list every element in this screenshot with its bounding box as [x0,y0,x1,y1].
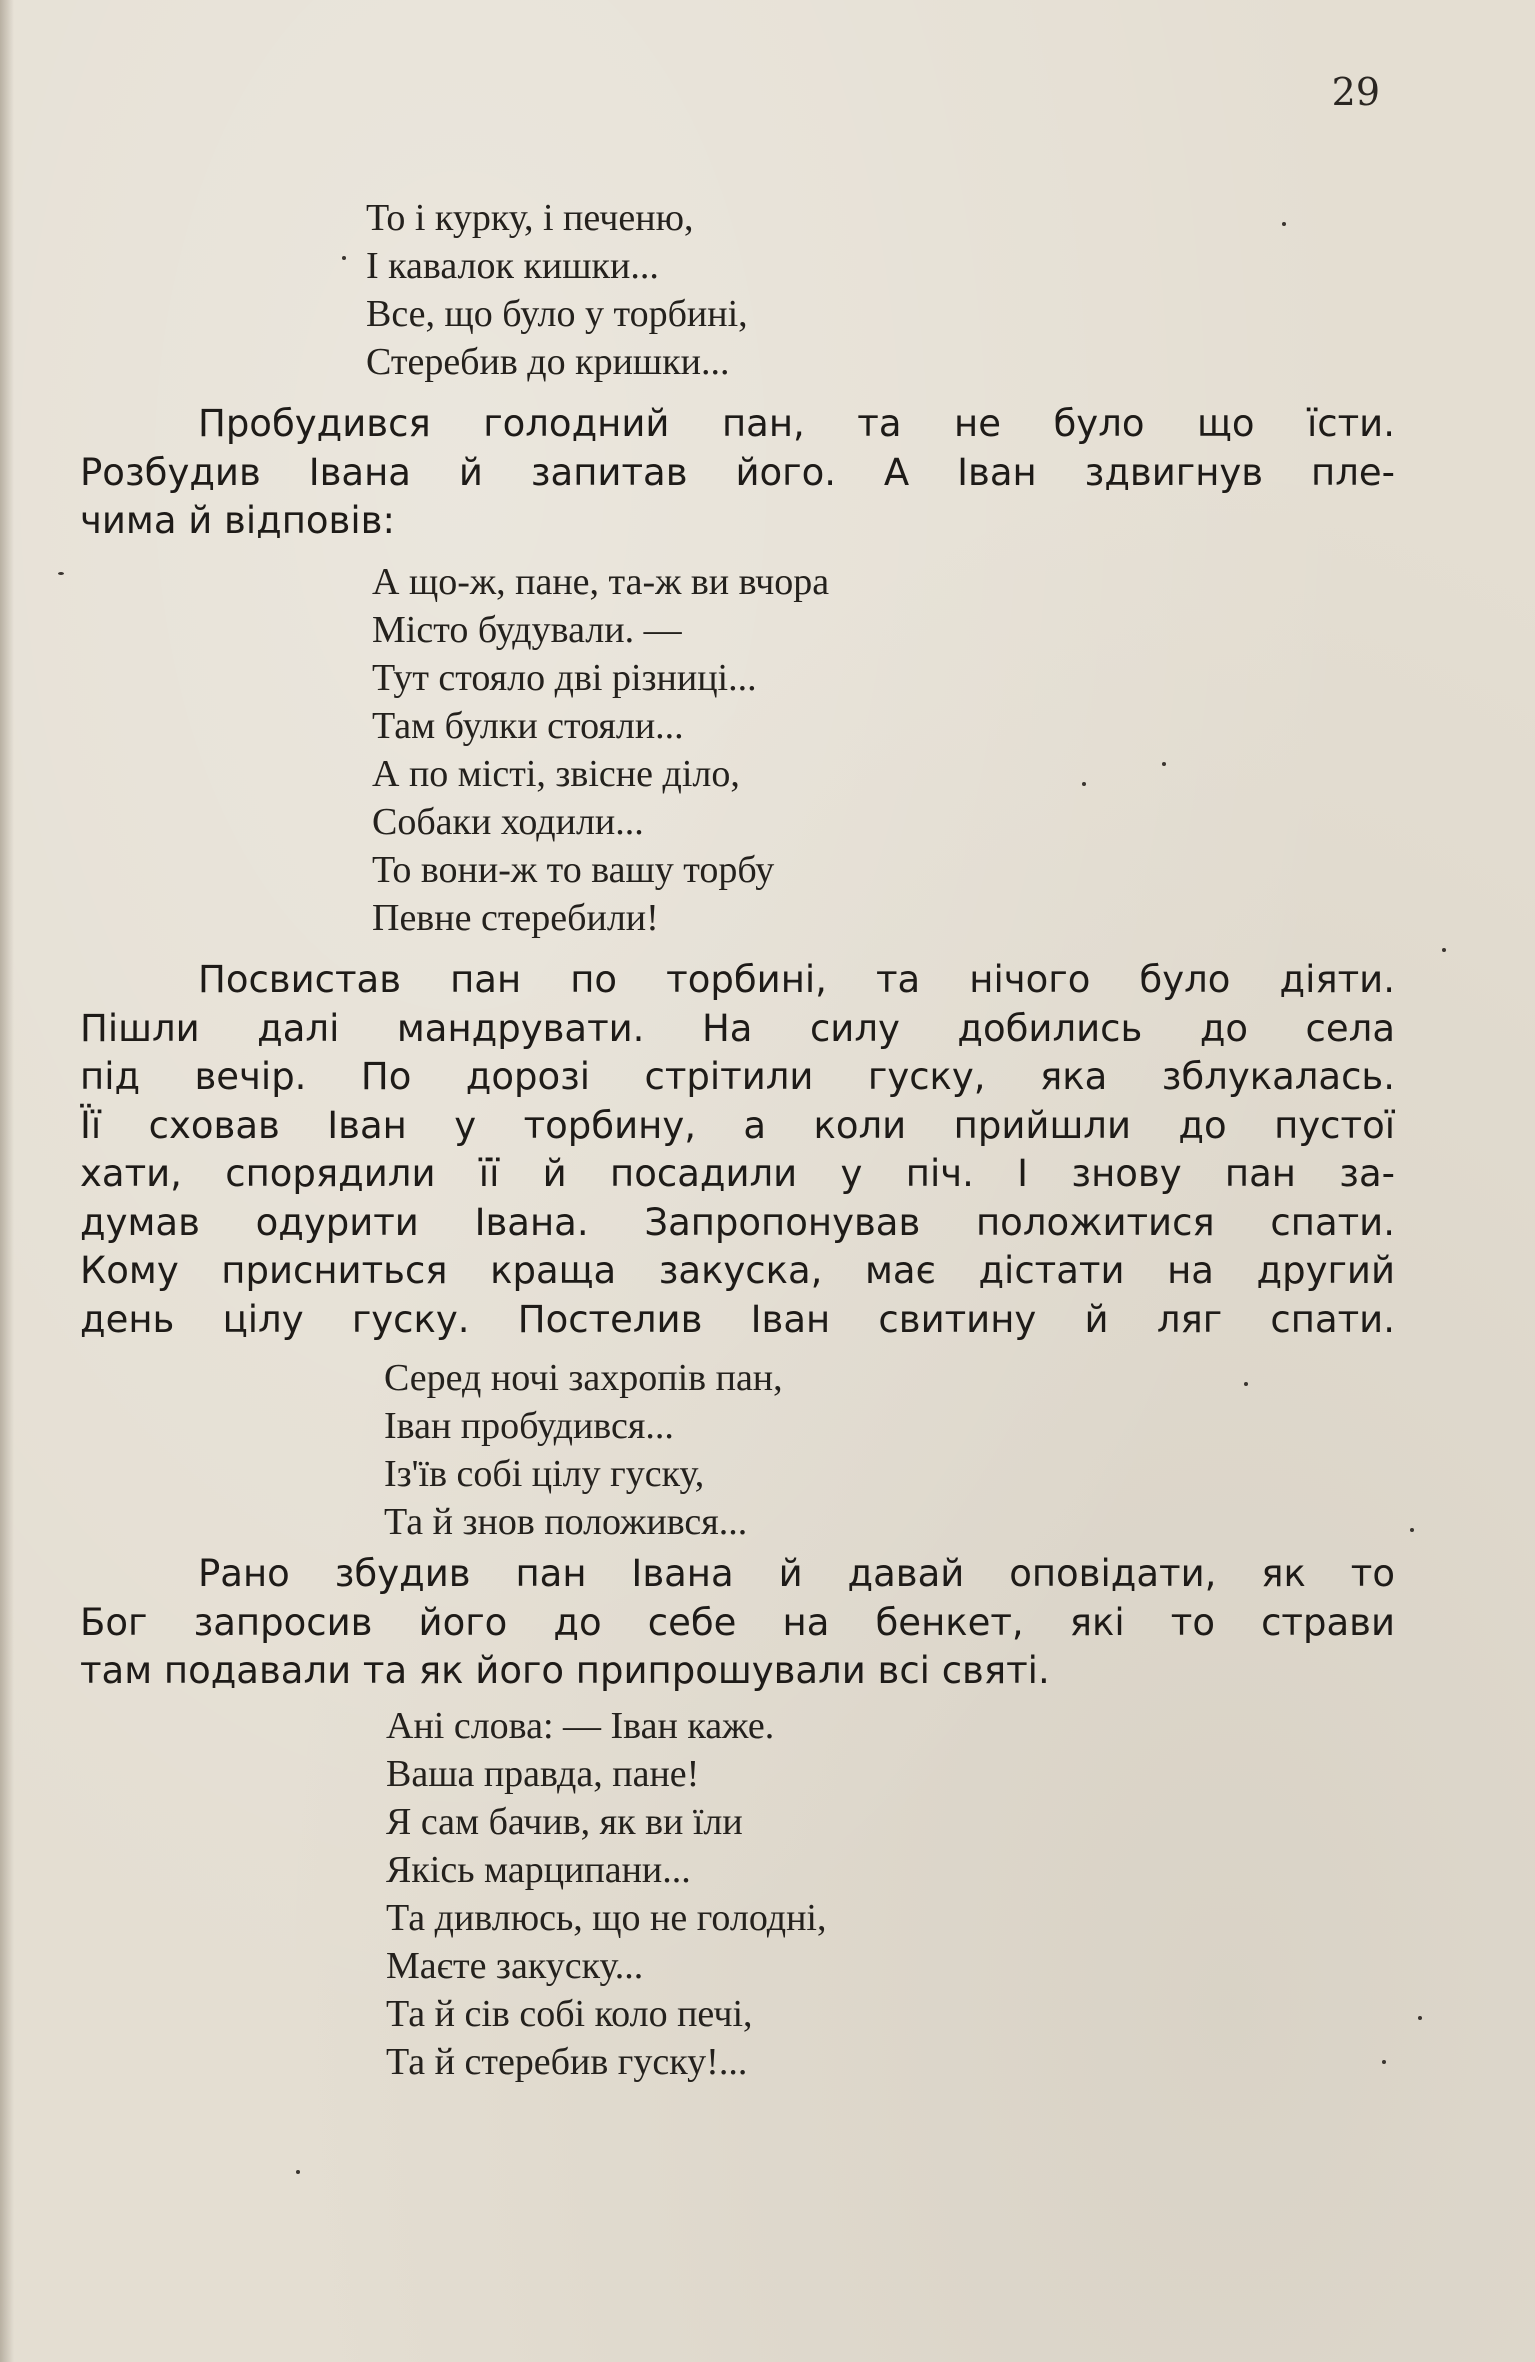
verse-line: Якісь марципани... [386,1849,691,1891]
verse-line: Та й стеребив гуску!... [386,2041,748,2083]
paragraph-line: Пробудився голодний пан, та не було що їсти. [198,402,1395,445]
verse-line: Із'їв собі цілу гуску, [384,1453,705,1495]
print-speck [1418,2016,1422,2020]
paragraph-line: там подавали та як його припрошували всі святі. [80,1649,1050,1692]
verse-line: Маєте закуску... [386,1945,644,1987]
print-speck [1244,1382,1248,1386]
verse-1 [366,194,748,386]
paragraph-line: Рано збудив пан Івана й давай оповідати, як то [198,1552,1395,1595]
verse-line: Певне стеребили! [372,897,659,939]
verse-line: Та дивлюсь, що не голодні, [386,1897,827,1939]
print-speck [296,2170,300,2174]
verse-line: А по місті, звісне діло, [372,753,740,795]
print-speck [1442,948,1446,952]
print-speck [1082,782,1086,786]
paragraph-1 [80,400,1395,546]
page-binding-edge [0,0,14,2362]
verse-line: Та й сів собі коло печі, [386,1993,753,2035]
verse-line: Ані слова: — Іван каже. [386,1705,775,1747]
print-speck [1162,762,1166,766]
verse-3 [384,1354,783,1546]
page-number: 29 [1331,70,1380,114]
verse-4 [386,1702,827,2086]
paragraph-line: день цілу гуску. Постелив Іван свитину й ляг спати. [80,1297,1395,1341]
verse-line: Собаки ходили... [372,801,644,843]
paragraph-line: Бог запросив його до себе на бенкет, які то страви [80,1600,1395,1644]
verse-line: Ваша правда, пане! [386,1753,700,1795]
print-speck [1282,222,1286,226]
verse-line: Та й знов положився... [384,1501,748,1543]
verse-line: Стеребив до кришки... [366,341,730,383]
verse-line: Я сам бачив, як ви їли [386,1801,743,1843]
paragraph-line: Її сховав Іван у торбину, а коли прийшли до пустої [80,1103,1395,1147]
print-speck [342,256,346,260]
verse-line: То вони-ж то вашу торбу [372,849,775,891]
paragraph-line: Посвистав пан по торбині, та нічого було діяти. [198,958,1395,1001]
print-speck [1382,2060,1386,2064]
paragraph-line: думав одурити Івана. Запропонував положитися спати. [80,1200,1395,1244]
verse-line: А що-ж, пане, та-ж ви вчора [372,561,830,603]
paragraph-line: Пішли далі мандрувати. На силу добились до села [80,1006,1395,1050]
paragraph-3 [80,1550,1395,1696]
verse-line: Все, що було у торбині, [366,293,748,335]
paragraph-line: чима й відповів: [80,499,395,542]
print-speck [58,572,64,575]
verse-line: Місто будували. — [372,609,682,651]
verse-line: І кавалок кишки... [366,245,659,287]
verse-line: Іван пробудився... [384,1405,674,1447]
verse-2 [372,558,829,942]
paragraph-line: Кому присниться краща закуска, має дістати на другий [80,1249,1395,1292]
print-speck [1410,1528,1414,1532]
verse-line: То і курку, і печеню, [366,197,694,239]
verse-line: Тут стояло дві різниці... [372,657,757,699]
paragraph-2 [80,956,1395,1344]
verse-line: Серед ночі захропів пан, [384,1357,783,1399]
paragraph-line: хати, спорядили її й посадили у піч. І знову пан за- [80,1152,1395,1195]
verse-line: Там булки стояли... [372,705,684,747]
paragraph-line: під вечір. По дорозі стрітили гуску, яка зблукалась. [80,1055,1395,1098]
paragraph-line: Розбудив Івана й запитав його. А Іван здвигнув пле- [80,450,1395,494]
